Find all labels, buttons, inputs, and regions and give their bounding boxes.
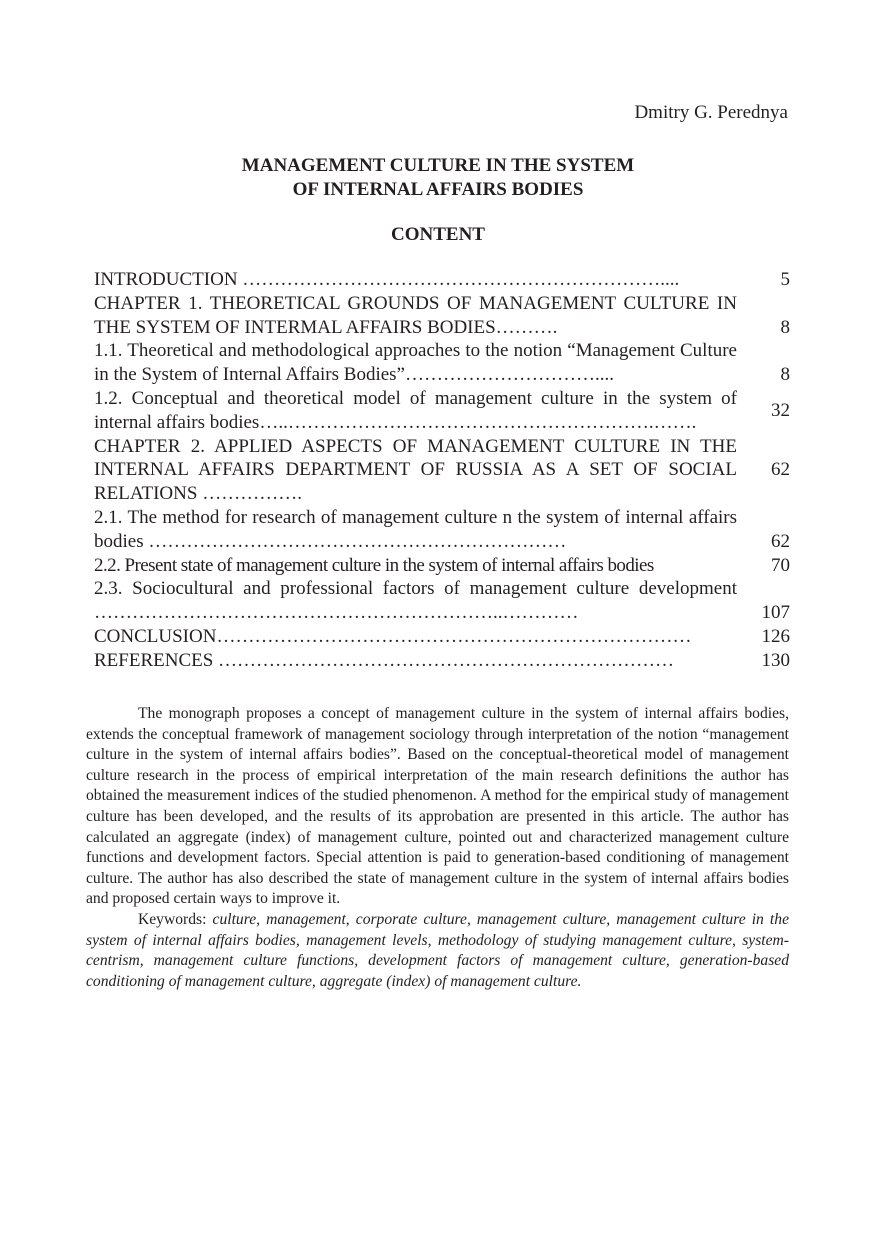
- toc-entry-page: 32: [771, 399, 790, 421]
- title-line-1: MANAGEMENT CULTURE IN THE SYSTEM: [241, 155, 635, 176]
- toc-entry-chapter-1: [94, 292, 790, 340]
- toc-entry-conclusion: [94, 625, 790, 649]
- abstract: [86, 704, 789, 992]
- toc-entry-references: [94, 649, 790, 673]
- toc-entry-title: INTRODUCTION …………………………………………………………....: [94, 269, 680, 290]
- document-title: [0, 154, 876, 202]
- toc-entry-chapter-2: [94, 435, 790, 506]
- keywords-list: culture, management, corporate culture, management culture, management culture in the system of internal affairs bodies, management levels, methodology of studying management culture, system-centrism, management culture functions, development factors of management culture, generation-based conditioning of management culture, aggregate (index) of management culture.: [86, 910, 789, 990]
- toc-entry-2-3: [94, 577, 790, 625]
- toc-entry-title: 2.2. Present state of management culture in the system of internal affairs bodies: [94, 554, 654, 576]
- toc-entry-title: 2.3. Sociocultural and professional factors of management culture development ………………………………………………………..…………: [94, 578, 737, 624]
- toc-entry-title: CHAPTER 1. THEORETICAL GROUNDS OF MANAGEMENT CULTURE IN THE SYSTEM OF INTERMAL AFFAIRS BODIES……….: [94, 292, 737, 338]
- toc-entry-title: 1.1. Theoretical and methodological approaches to the notion “Management Culture in the System of Internal Affairs Bodies”…………………………....: [94, 340, 737, 386]
- toc-entry-page: 8: [780, 364, 790, 386]
- toc-entry-page: 62: [771, 530, 790, 552]
- toc-entry-title: 2.1. The method for research of management culture n the system of internal affairs bodies …………………………………………………………: [94, 506, 737, 552]
- toc-entry-2-1: [94, 506, 790, 554]
- toc-entry-title: CHAPTER 2. APPLIED ASPECTS OF MANAGEMENT CULTURE IN THE INTERNAL AFFAIRS DEPARTMENT OF RUSSIA AS A SET OF SOCIAL RELATIONS …………….: [94, 435, 737, 505]
- toc-entry-title: REFERENCES ………………………………………………………………: [94, 649, 675, 671]
- toc-entry-page: 130: [761, 649, 790, 671]
- toc-entry-2-2: [94, 554, 790, 578]
- toc-entry-page: 5: [780, 269, 790, 290]
- keywords-label: Keywords:: [138, 910, 207, 928]
- toc-entry-page: 70: [771, 554, 790, 576]
- keywords-paragraph: [86, 910, 789, 992]
- toc-entry-page: 8: [780, 316, 790, 338]
- toc-entry-title: CONCLUSION…………………………………………………………………: [94, 625, 692, 647]
- toc-entry-page: 126: [761, 625, 790, 647]
- content-heading: CONTENT: [391, 224, 485, 245]
- title-line-2: OF INTERNAL AFFAIRS BODIES: [292, 179, 584, 200]
- toc-entry-page: 107: [761, 602, 790, 624]
- table-of-contents: [94, 268, 790, 673]
- toc-entry-introduction: [94, 268, 790, 292]
- toc-entry-title: 1.2. Conceptual and theoretical model of management culture in the system of internal affairs bodies…..………………………………………………….…….: [94, 387, 737, 433]
- toc-entry-1-1: [94, 339, 790, 387]
- author-name: Dmitry G. Perednya: [634, 102, 788, 123]
- abstract-paragraph: The monograph proposes a concept of management culture in the system of internal affairs bodies, extends the conceptual framework of management sociology through interpretation of the notion “management culture in the system of internal affairs bodies”. Based on the conceptual-theoretical model of management culture research in the process of empirical interpretation of the main research definitions the author has obtained the measurement indices of the studied phenomenon. A method for the empirical study of management culture has been developed, and the results of its approbation are presented in this article. The author has calculated an aggregate (index) of management culture, pointed out and characterized management culture functions and development factors. Special attention is paid to generation-based conditioning of management culture. The author has also described the state of management culture in the system of internal affairs bodies and proposed certain ways to improve it.: [86, 705, 789, 908]
- toc-entry-1-2: [94, 387, 790, 435]
- toc-entry-page: 62: [771, 459, 790, 481]
